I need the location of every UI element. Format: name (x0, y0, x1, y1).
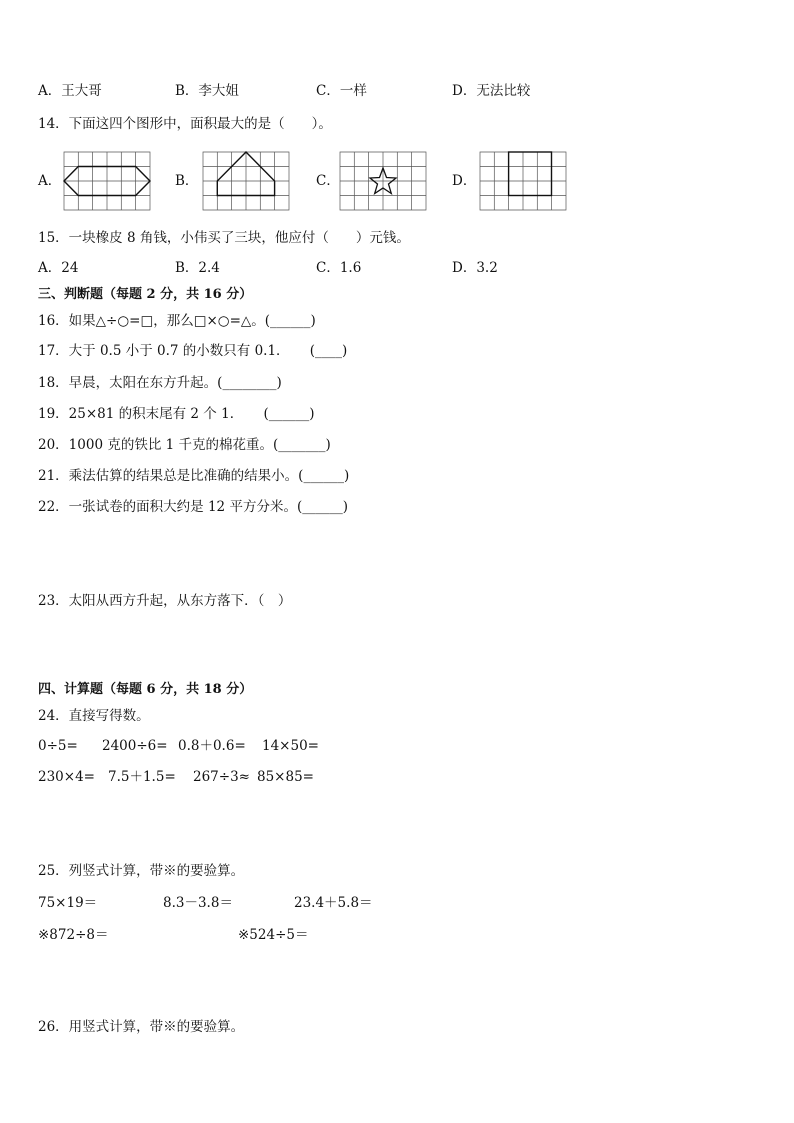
q13-option-a: A．王大哥 (38, 83, 102, 99)
q24-item: 85×85= (257, 769, 314, 785)
q24-item: 14×50= (262, 738, 319, 754)
q14-figure-d (479, 151, 567, 211)
q24-question: 24．直接写得数。 (38, 708, 150, 724)
q15-option-b: B．2.4 (175, 260, 220, 276)
q13-option-d: D．无法比较 (452, 83, 531, 99)
q14-label-d: D． (452, 173, 477, 189)
rectangle-shape (509, 152, 552, 196)
q25-item: 8.3－3.8＝ (163, 895, 233, 911)
q14-figure-b (202, 151, 290, 211)
q14-label-c: C． (316, 173, 340, 189)
q14-figure-a (63, 151, 151, 211)
q15-option-c: C．1.6 (316, 260, 362, 276)
q14-label-a: A． (38, 173, 62, 189)
q22: 22．一张试卷的面积大约是 12 平方分米。(______) (38, 499, 348, 515)
q24-item: 267÷3≈ (193, 769, 250, 785)
q15-option-a: A．24 (38, 260, 79, 276)
q19: 19．25×81 的积末尾有 2 个 1． (______) (38, 406, 315, 422)
q25-item: ※872÷8＝ (38, 927, 109, 943)
q15-question: 15．一块橡皮 8 角钱，小伟买了三块，他应付（ ）元钱。 (38, 230, 410, 246)
q26-question: 26．用竖式计算，带※的要验算。 (38, 1019, 245, 1035)
q20: 20．1000 克的铁比 1 千克的棉花重。(_______) (38, 437, 331, 453)
section4-heading: 四、计算题（每题 6 分，共 18 分） (38, 682, 253, 697)
q24-item: 7.5＋1.5= (108, 769, 176, 785)
q24-item: 2400÷6= (102, 738, 168, 754)
q24-item: 0÷5= (38, 738, 78, 754)
q14-question: 14．下面这四个图形中，面积最大的是（ ）。 (38, 116, 332, 132)
q21: 21．乘法估算的结果总是比准确的结果小。(______) (38, 468, 350, 484)
q25-question: 25．列竖式计算，带※的要验算。 (38, 863, 245, 879)
q23: 23．太阳从西方升起，从东方落下．（ ） (38, 593, 292, 609)
q15-option-d: D．3.2 (452, 260, 498, 276)
q13-option-b: B．李大姐 (175, 83, 239, 99)
q17: 17．大于 0.5 小于 0.7 的小数只有 0.1． (____) (38, 343, 348, 359)
q24-item: 0.8＋0.6= (178, 738, 246, 754)
q25-item: ※524÷5＝ (238, 927, 309, 943)
q24-item: 230×4= (38, 769, 95, 785)
q18: 18．早晨，太阳在东方升起。(________) (38, 375, 282, 391)
q14-label-b: B． (175, 173, 199, 189)
q14-figure-c (339, 151, 427, 211)
q16: 16．如果△÷○=□，那么□×○=△。(______) (38, 313, 316, 329)
q13-option-c: C．一样 (316, 83, 367, 99)
q25-item: 23.4＋5.8＝ (294, 895, 373, 911)
q25-item: 75×19＝ (38, 895, 98, 911)
section3-heading: 三、判断题（每题 2 分，共 16 分） (38, 287, 253, 302)
